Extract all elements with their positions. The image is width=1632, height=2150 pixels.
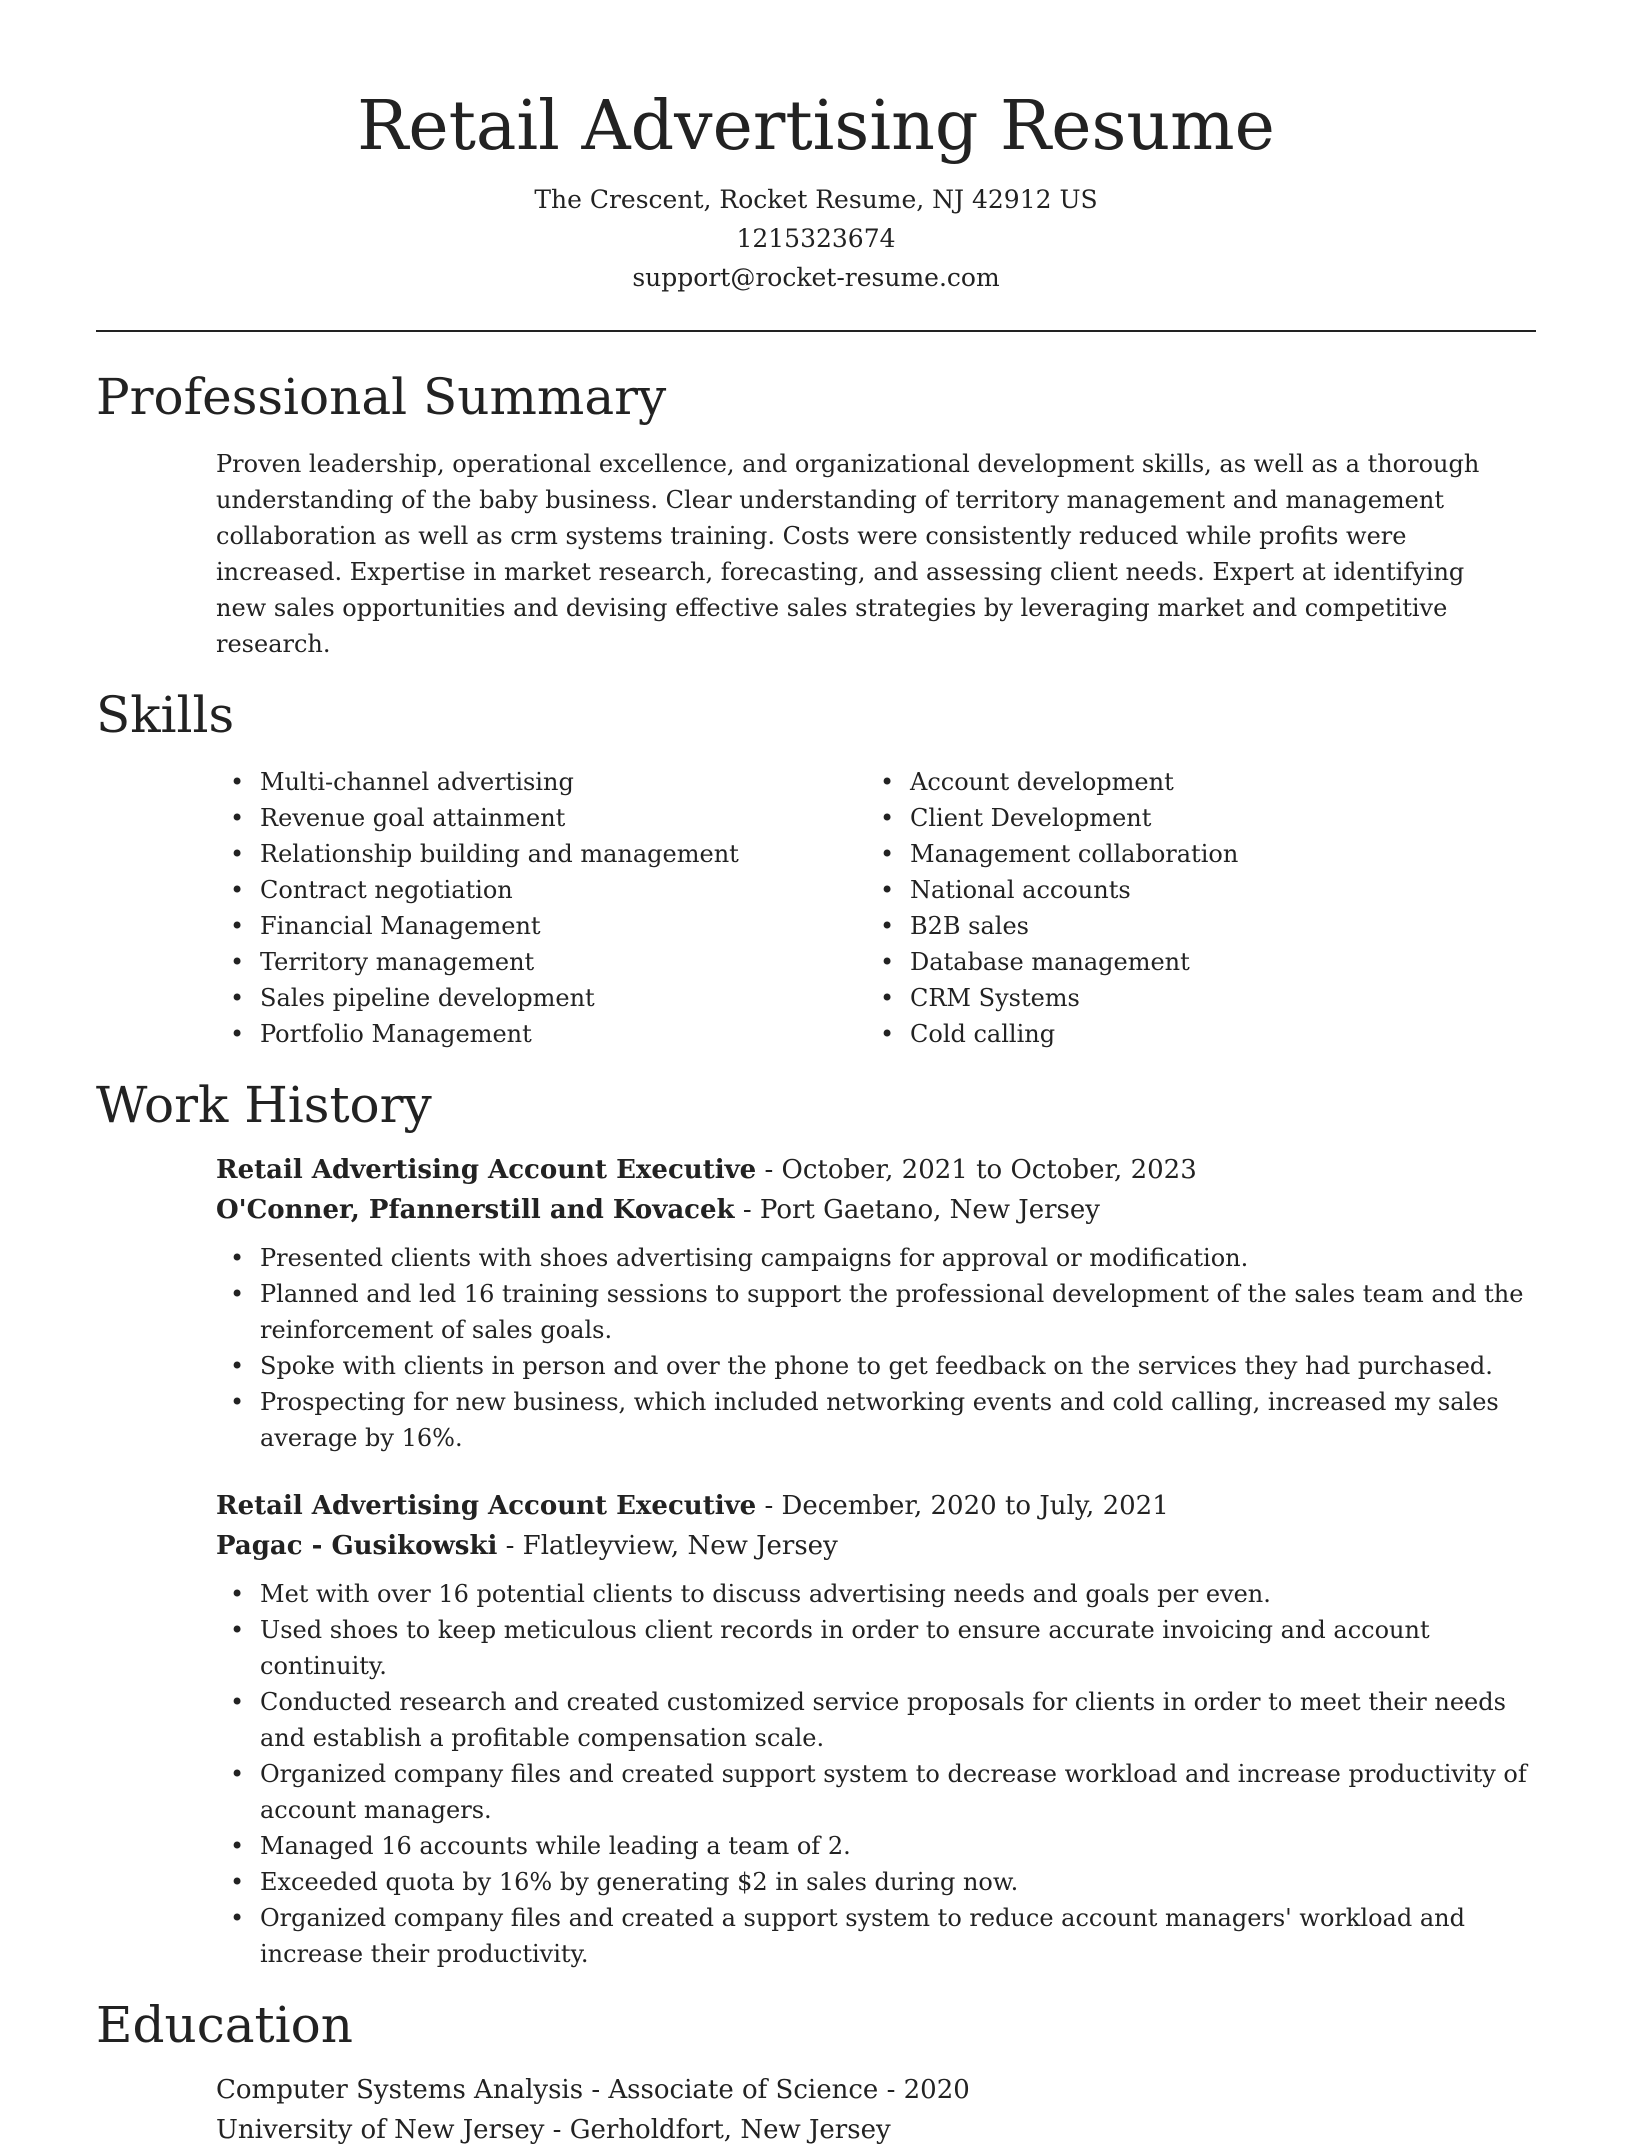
summary-section bbox=[96, 366, 1536, 662]
skill-item: • Contract negotiation bbox=[216, 872, 866, 908]
contact-block bbox=[96, 180, 1536, 297]
resume-header bbox=[96, 0, 1536, 297]
education-heading: Education bbox=[96, 1996, 353, 2054]
job-location: - Port Gaetano, New Jersey bbox=[734, 1195, 1100, 1225]
job-entry bbox=[216, 1150, 1536, 1456]
skill-item: • B2B sales bbox=[866, 908, 1516, 944]
job-company-line bbox=[216, 1526, 1536, 1566]
job-company-line bbox=[216, 1190, 1536, 1230]
skill-item: • Account development bbox=[866, 764, 1516, 800]
skill-item: • Relationship building and management bbox=[216, 836, 866, 872]
skill-item: • National accounts bbox=[866, 872, 1516, 908]
contact-address: The Crescent, Rocket Resume, NJ 42912 US bbox=[534, 185, 1098, 214]
job-company: Pagac - Gusikowski bbox=[216, 1531, 498, 1561]
education-section bbox=[96, 1994, 1536, 2150]
contact-email: support@rocket-resume.com bbox=[632, 263, 1000, 292]
job-bullet: • Organized company files and created a support system to reduce account managers' workload and increase their productivity. bbox=[216, 1900, 1536, 1972]
job-title: Retail Advertising Account Executive bbox=[216, 1155, 757, 1185]
education-degree: Computer Systems Analysis - Associate of Science - 2020 bbox=[216, 2075, 970, 2105]
skill-item: • Database management bbox=[866, 944, 1516, 980]
education-school-line bbox=[216, 2110, 1536, 2150]
job-bullet: • Used shoes to keep meticulous client records in order to ensure accurate invoicing and account continuity. bbox=[216, 1612, 1536, 1684]
skills-section bbox=[96, 684, 1536, 1052]
job-bullet: • Managed 16 accounts while leading a team of 2. bbox=[216, 1828, 1536, 1864]
job-bullet: • Met with over 16 potential clients to discuss advertising needs and goals per even. bbox=[216, 1576, 1536, 1612]
job-title-line bbox=[216, 1150, 1536, 1190]
contact-phone: 1215323674 bbox=[736, 224, 896, 253]
header-divider bbox=[96, 330, 1536, 332]
resume-title: Retail Advertising Resume bbox=[357, 87, 1275, 166]
skill-item: • Revenue goal attainment bbox=[216, 800, 866, 836]
work-history-section bbox=[96, 1074, 1536, 1972]
job-bullet: • Exceeded quota by 16% by generating $2 in sales during now. bbox=[216, 1864, 1536, 1900]
skills-list-right bbox=[866, 764, 1516, 1052]
skill-item: • Client Development bbox=[866, 800, 1516, 836]
job-bullet: • Conducted research and created customized service proposals for clients in order to meet their needs and establish a profitable compensation scale. bbox=[216, 1684, 1536, 1756]
job-dates: - December, 2020 to July, 2021 bbox=[756, 1491, 1169, 1521]
skill-item: • Portfolio Management bbox=[216, 1016, 866, 1052]
job-bullets bbox=[216, 1240, 1536, 1456]
education-school: University of New Jersey bbox=[216, 2115, 545, 2145]
job-title-line bbox=[216, 1486, 1536, 1526]
skills-list-left bbox=[216, 764, 866, 1052]
summary-text: Proven leadership, operational excellence, and organizational development skills, as well as a thorough understanding of the baby business. Clear understanding of territory management and management collaboration as well as crm systems training. Costs were consistently reduced while profits were increased. Expertise in market research, forecasting, and assessing client needs. Expert at identifying new sales opportunities and devising effective sales strategies by leveraging market and competitive research. bbox=[216, 450, 1480, 658]
job-bullet: • Presented clients with shoes advertising campaigns for approval or modification. bbox=[216, 1240, 1536, 1276]
job-bullet: • Spoke with clients in person and over the phone to get feedback on the services they had purchased. bbox=[216, 1348, 1536, 1384]
resume-page bbox=[96, 0, 1536, 2150]
skill-item: • Sales pipeline development bbox=[216, 980, 866, 1016]
skill-item: • Financial Management bbox=[216, 908, 866, 944]
skill-item: • Cold calling bbox=[866, 1016, 1516, 1052]
education-entry bbox=[216, 2070, 1536, 2150]
job-dates: - October, 2021 to October, 2023 bbox=[756, 1155, 1197, 1185]
skill-item: • Multi-channel advertising bbox=[216, 764, 866, 800]
job-entry bbox=[216, 1486, 1536, 1972]
education-location: - Gerholdfort, New Jersey bbox=[544, 2115, 891, 2145]
job-bullet: • Organized company files and created support system to decrease workload and increase productivity of account managers. bbox=[216, 1756, 1536, 1828]
summary-heading: Professional Summary bbox=[96, 368, 667, 426]
skill-item: • Management collaboration bbox=[866, 836, 1516, 872]
job-location: - Flatleyview, New Jersey bbox=[497, 1531, 838, 1561]
skill-item: • Territory management bbox=[216, 944, 866, 980]
job-bullet: • Prospecting for new business, which included networking events and cold calling, increased my sales average by 16%. bbox=[216, 1384, 1536, 1456]
skills-heading: Skills bbox=[96, 686, 235, 744]
skill-item: • CRM Systems bbox=[866, 980, 1516, 1016]
job-title: Retail Advertising Account Executive bbox=[216, 1491, 757, 1521]
skills-grid bbox=[216, 764, 1536, 1052]
work-history-heading: Work History bbox=[96, 1076, 432, 1134]
job-company: O'Conner, Pfannerstill and Kovacek bbox=[216, 1195, 735, 1225]
job-bullets bbox=[216, 1576, 1536, 1972]
job-bullet: • Planned and led 16 training sessions to support the professional development of the sales team and the reinforcement of sales goals. bbox=[216, 1276, 1536, 1348]
